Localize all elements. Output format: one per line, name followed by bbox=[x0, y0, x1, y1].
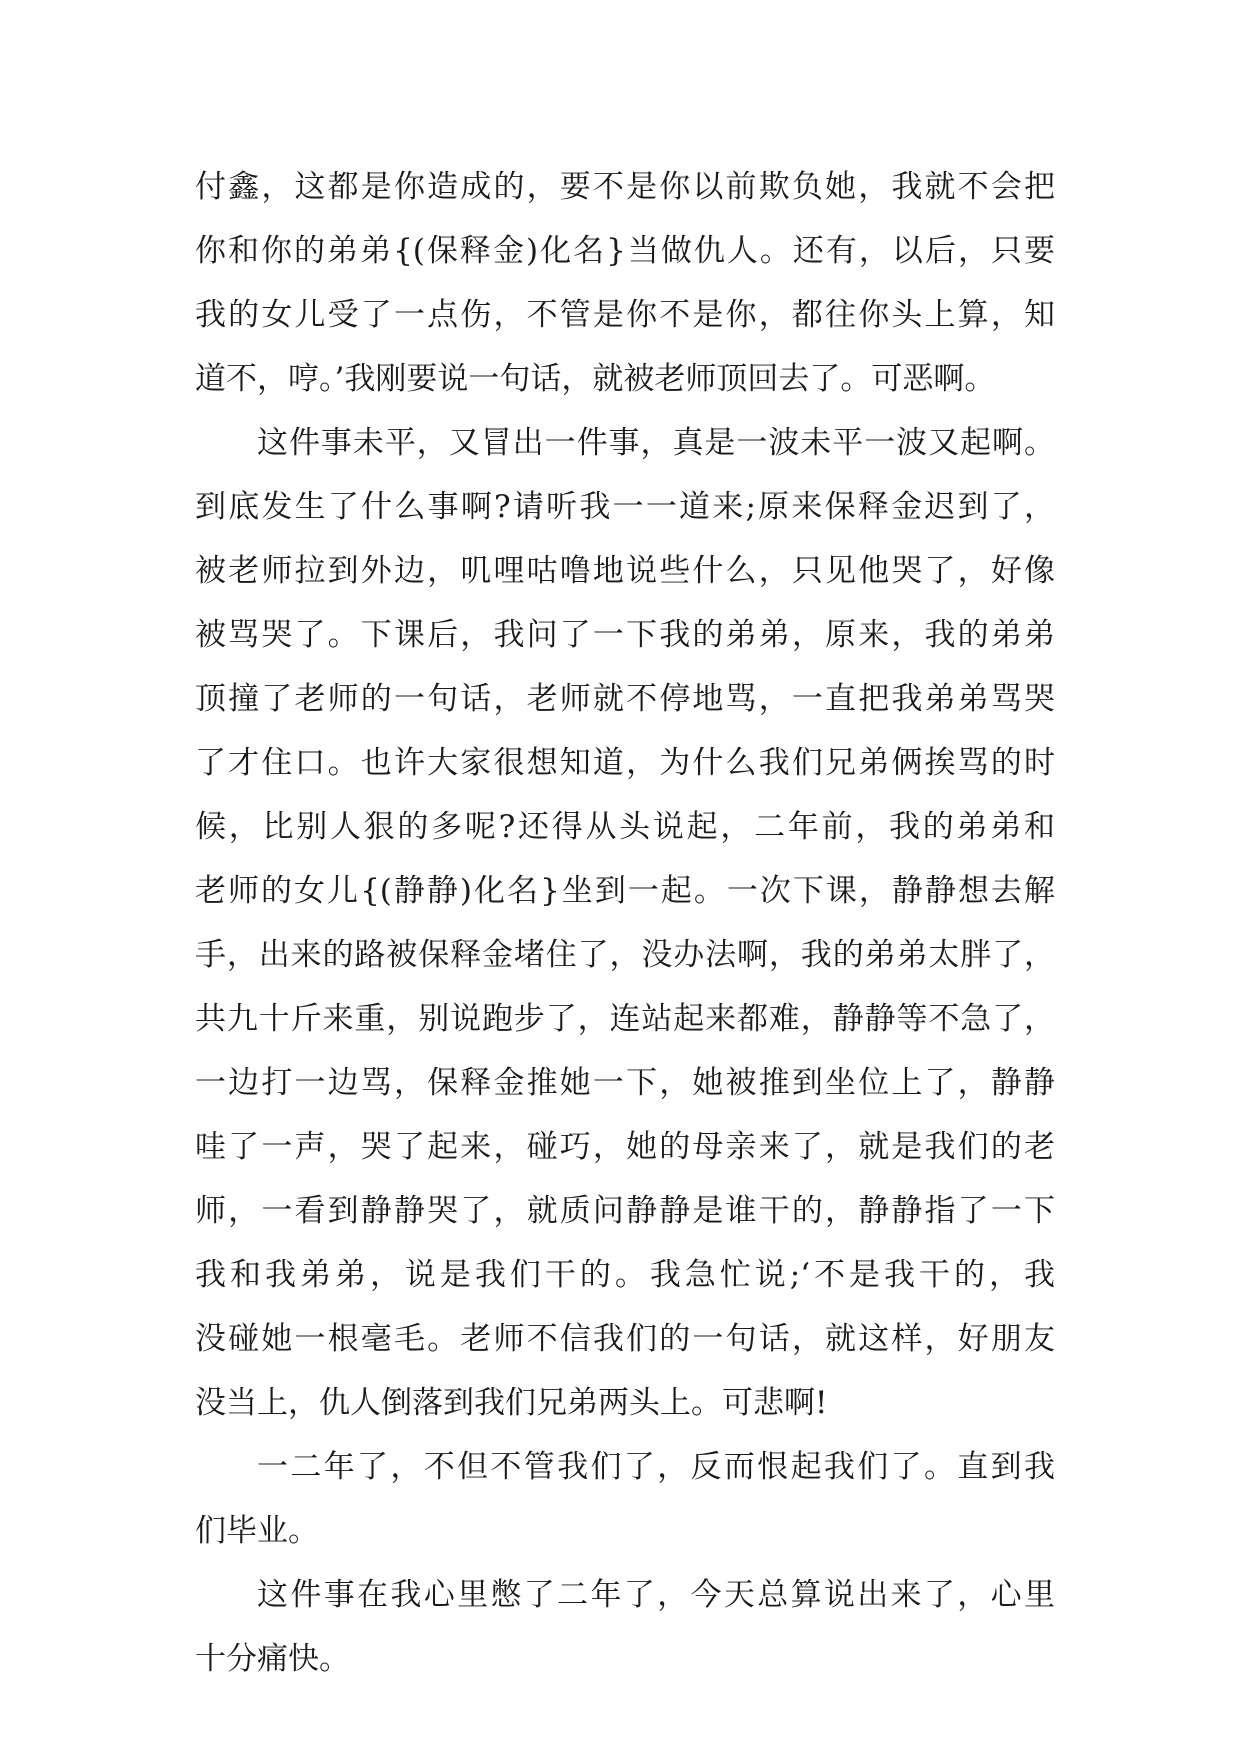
text-line: 一二年了，不但不管我们了，反而恨起我们了。直到我 bbox=[257, 1449, 1055, 1485]
text-line: 手，出来的路被保释金堵住了，没办法啊，我的弟弟太胖了， bbox=[195, 937, 1055, 973]
text-line: 老师的女儿{(静静)化名}坐到一起。一次下课，静静想去解 bbox=[195, 873, 1055, 909]
text-line: 顶撞了老师的一句话，老师就不停地骂，一直把我弟弟骂哭 bbox=[195, 681, 1055, 717]
paragraph-3 bbox=[195, 1435, 1055, 1563]
text-line: 我的女儿受了一点伤，不管是你不是你，都往你头上算，知 bbox=[195, 297, 1055, 333]
text-line: 付鑫，这都是你造成的，要不是你以前欺负她，我就不会把 bbox=[195, 169, 1055, 205]
text-line: 被骂哭了。下课后，我问了一下我的弟弟，原来，我的弟弟 bbox=[195, 617, 1055, 653]
text-line: 你和你的弟弟{(保释金)化名}当做仇人。还有，以后，只要 bbox=[195, 233, 1055, 269]
text-line: 十分痛快。 bbox=[195, 1641, 350, 1677]
text-line: 到底发生了什么事啊?请听我一一道来;原来保释金迟到了， bbox=[195, 489, 1055, 525]
text-line: 这件事未平，又冒出一件事，真是一波未平一波又起啊。 bbox=[257, 425, 1055, 461]
text-line: 们毕业。 bbox=[195, 1513, 319, 1549]
text-line: 被老师拉到外边，叽哩咕噜地说些什么，只见他哭了，好像 bbox=[195, 553, 1055, 589]
text-line: 候，比别人狠的多呢?还得从头说起，二年前，我的弟弟和 bbox=[195, 809, 1055, 845]
text-line: 这件事在我心里憋了二年了，今天总算说出来了，心里 bbox=[257, 1577, 1055, 1613]
paragraph-1 bbox=[195, 155, 1055, 411]
text-line: 一边打一边骂，保释金推她一下，她被推到坐位上了，静静 bbox=[195, 1065, 1055, 1101]
text-line: 了才住口。也许大家很想知道，为什么我们兄弟俩挨骂的时 bbox=[195, 745, 1055, 781]
text-line: 没碰她一根毫毛。老师不信我们的一句话，就这样，好朋友 bbox=[195, 1321, 1055, 1357]
text-line: 道不，哼。’我刚要说一句话，就被老师顶回去了。可恶啊。 bbox=[195, 361, 996, 397]
text-line: 没当上，仇人倒落到我们兄弟两头上。可悲啊! bbox=[195, 1385, 828, 1421]
body-text bbox=[195, 155, 1055, 1691]
paragraph-2 bbox=[195, 411, 1055, 1435]
text-line: 我和我弟弟，说是我们干的。我急忙说;‘不是我干的，我 bbox=[195, 1257, 1055, 1293]
text-line: 共九十斤来重，别说跑步了，连站起来都难，静静等不急了， bbox=[195, 1001, 1055, 1037]
text-line: 师，一看到静静哭了，就质问静静是谁干的，静静指了一下 bbox=[195, 1193, 1055, 1229]
paragraph-4 bbox=[195, 1563, 1055, 1691]
text-line: 哇了一声，哭了起来，碰巧，她的母亲来了，就是我们的老 bbox=[195, 1129, 1055, 1165]
